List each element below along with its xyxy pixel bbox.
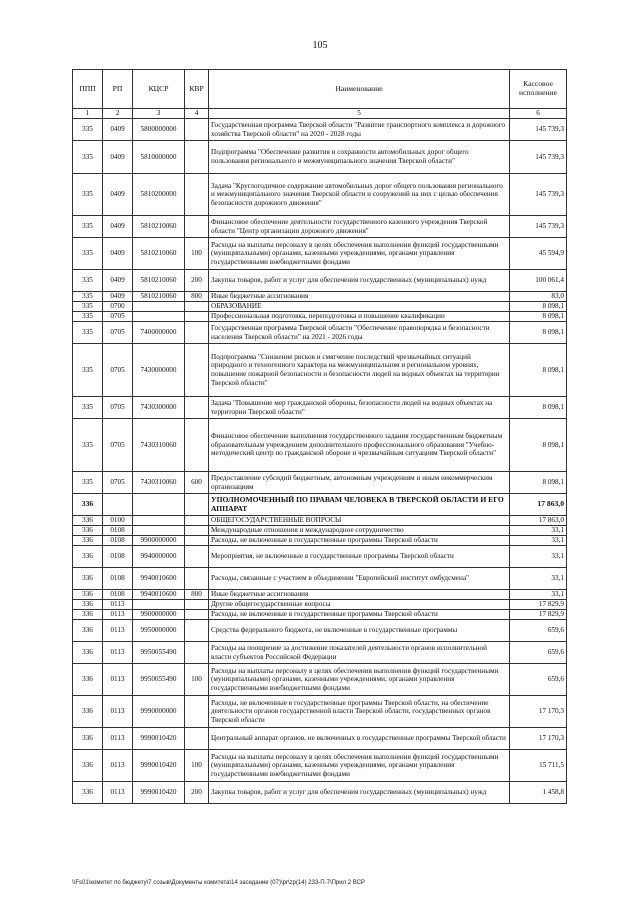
cell-rp: 0113 <box>103 610 133 620</box>
cell-name: Государственная программа Тверской области "Обеспечение правопорядка и безопасности населения Тверской области" на 2021 - 2026 годы <box>209 322 510 344</box>
cell-amount: 15 711,5 <box>510 750 567 782</box>
cell-rp: 0409 <box>103 174 133 216</box>
cell-kvr: 100 <box>185 238 209 270</box>
cell-amount: 8 098,1 <box>510 419 567 472</box>
cell-amount: 145 739,3 <box>510 141 567 174</box>
cell-kvr <box>185 344 209 397</box>
cell-kvr <box>185 728 209 750</box>
table-row <box>73 536 567 546</box>
cell-rp: 0409 <box>103 119 133 141</box>
cell-kcsr: 9900000000 <box>133 536 185 546</box>
cell-ppp: 336 <box>73 728 103 750</box>
cell-name: Государственная программа Тверской области "Развитие транспортного комплекса и дорожного хозяйства Тверской области" на 2020 - 2028 годы <box>209 119 510 141</box>
cell-name: Расходы на выплаты персоналу в целях обеспечения выполнения функций государственными (муниципальными) органами, казенными учреждениями, органами управления государственными внебюджетными фондами <box>209 750 510 782</box>
cell-rp: 0108 <box>103 568 133 590</box>
cell-ppp: 336 <box>73 610 103 620</box>
cell-rp: 0705 <box>103 312 133 322</box>
cell-kcsr <box>133 494 185 516</box>
cell-rp: 0113 <box>103 664 133 696</box>
cell-amount: 659,6 <box>510 620 567 642</box>
column-header-rp: РП <box>103 70 133 109</box>
cell-kcsr: 7430300000 <box>133 397 185 419</box>
cell-amount: 1 458,8 <box>510 782 567 804</box>
cell-ppp: 335 <box>73 292 103 302</box>
cell-kvr <box>185 696 209 728</box>
cell-ppp: 336 <box>73 526 103 536</box>
cell-kcsr <box>133 526 185 536</box>
cell-kcsr: 5810210060 <box>133 292 185 302</box>
cell-kvr <box>185 174 209 216</box>
cell-kvr <box>185 516 209 526</box>
cell-name: Задача "Круглогодичное содержание автомобильных дорог общего пользования регионального и межмуниципального значения Тверской области и сооружений на них с целью обеспечения безопасности дорожного движения" <box>209 174 510 216</box>
table-row <box>73 302 567 312</box>
cell-kcsr <box>133 312 185 322</box>
table-row <box>73 119 567 141</box>
column-header-amount: Кассовое исполнение <box>510 70 567 109</box>
cell-rp: 0113 <box>103 620 133 642</box>
cell-amount: 145 739,3 <box>510 216 567 238</box>
cell-kvr <box>185 610 209 620</box>
cell-name: ОБЩЕГОСУДАРСТВЕННЫЕ ВОПРОСЫ <box>209 516 510 526</box>
column-header-name: Наименование <box>209 70 510 109</box>
cell-kcsr: 5810200000 <box>133 174 185 216</box>
page-number: 105 <box>312 40 328 51</box>
cell-rp: 0705 <box>103 419 133 472</box>
cell-kcsr: 9990010420 <box>133 728 185 750</box>
cell-kvr <box>185 620 209 642</box>
cell-ppp: 335 <box>73 397 103 419</box>
cell-kcsr: 9940000000 <box>133 546 185 568</box>
cell-amount: 659,6 <box>510 664 567 696</box>
cell-amount: 8 098,1 <box>510 344 567 397</box>
table-row <box>73 270 567 292</box>
cell-ppp: 335 <box>73 238 103 270</box>
cell-amount: 33,1 <box>510 536 567 546</box>
table-row <box>73 174 567 216</box>
cell-kvr <box>185 642 209 664</box>
cell-kcsr: 7400000000 <box>133 322 185 344</box>
column-header-kcsr: КЦСР <box>133 70 185 109</box>
cell-name: Предоставление субсидий бюджетным, автономным учреждениям и иным некоммерческим организациям <box>209 472 510 494</box>
cell-amount: 8 098,1 <box>510 312 567 322</box>
cell-kcsr: 9990010420 <box>133 750 185 782</box>
cell-kcsr: 5810210060 <box>133 238 185 270</box>
cell-amount: 33,1 <box>510 590 567 600</box>
table-row <box>73 494 567 516</box>
cell-kcsr: 9990000000 <box>133 696 185 728</box>
table-row <box>73 419 567 472</box>
cell-rp: 0113 <box>103 728 133 750</box>
cell-name: Подпрограмма "Обеспечение развития и сохранности автомобильных дорог общего пользования регионального и межмуниципального значения Тверской области" <box>209 141 510 174</box>
cell-kcsr <box>133 600 185 610</box>
cell-rp <box>103 494 133 516</box>
cell-ppp: 335 <box>73 419 103 472</box>
cell-kvr <box>185 119 209 141</box>
cell-kcsr: 5810210060 <box>133 216 185 238</box>
cell-name: ОБРАЗОВАНИЕ <box>209 302 510 312</box>
table-row <box>73 642 567 664</box>
cell-ppp: 335 <box>73 141 103 174</box>
cell-kcsr: 7430000000 <box>133 344 185 397</box>
cell-kvr: 800 <box>185 590 209 600</box>
table-row <box>73 141 567 174</box>
cell-ppp: 336 <box>73 620 103 642</box>
table-row <box>73 610 567 620</box>
table-row <box>73 312 567 322</box>
cell-kvr <box>185 546 209 568</box>
table-row <box>73 344 567 397</box>
cell-ppp: 335 <box>73 344 103 397</box>
cell-kcsr: 9950055490 <box>133 664 185 696</box>
column-header-ppp: ППП <box>73 70 103 109</box>
cell-name: Иные бюджетные ассигнования <box>209 590 510 600</box>
cell-ppp: 335 <box>73 302 103 312</box>
cell-rp: 0705 <box>103 472 133 494</box>
cell-amount: 17 829,9 <box>510 610 567 620</box>
cell-kcsr <box>133 302 185 312</box>
cell-amount: 17 863,0 <box>510 494 567 516</box>
cell-name: Профессиональная подготовка, переподготовка и повышение квалификации <box>209 312 510 322</box>
cell-amount: 17 170,3 <box>510 696 567 728</box>
cell-kvr: 200 <box>185 782 209 804</box>
cell-amount: 8 098,1 <box>510 302 567 312</box>
cell-kvr: 200 <box>185 270 209 292</box>
table-row <box>73 292 567 302</box>
cell-name: Центральный аппарат органов, не включенных в государственные программы Тверской области <box>209 728 510 750</box>
cell-amount: 8 098,1 <box>510 322 567 344</box>
cell-amount: 33,1 <box>510 526 567 536</box>
cell-kvr <box>185 322 209 344</box>
cell-rp: 0700 <box>103 302 133 312</box>
table-header-row <box>73 70 567 109</box>
cell-name: Задача "Повышение мер гражданской обороны, безопасности людей на водных объектах на территории Тверской области" <box>209 397 510 419</box>
cell-ppp: 335 <box>73 270 103 292</box>
cell-rp: 0409 <box>103 270 133 292</box>
cell-ppp: 336 <box>73 696 103 728</box>
cell-kvr <box>185 536 209 546</box>
table-body <box>73 119 567 804</box>
cell-kvr <box>185 419 209 472</box>
cell-ppp: 335 <box>73 216 103 238</box>
cell-name: Финансовое обеспечение деятельности государственного казенного учреждения Тверской области "Центр организации дорожного движения" <box>209 216 510 238</box>
cell-ppp: 335 <box>73 472 103 494</box>
cell-amount: 659,6 <box>510 642 567 664</box>
cell-amount: 100 061,4 <box>510 270 567 292</box>
cell-rp: 0113 <box>103 750 133 782</box>
cell-rp: 0705 <box>103 322 133 344</box>
cell-ppp: 336 <box>73 664 103 696</box>
cell-kvr: 100 <box>185 664 209 696</box>
cell-ppp: 336 <box>73 600 103 610</box>
cell-ppp: 336 <box>73 568 103 590</box>
cell-name: Мероприятия, не включенные в государственные программы Тверской области <box>209 546 510 568</box>
cell-rp: 0108 <box>103 546 133 568</box>
cell-kvr: 600 <box>185 472 209 494</box>
cell-ppp: 336 <box>73 494 103 516</box>
cell-rp: 0409 <box>103 238 133 270</box>
cell-name: Иные бюджетные ассигнования <box>209 292 510 302</box>
cell-kcsr: 9940010600 <box>133 590 185 600</box>
cell-ppp: 335 <box>73 312 103 322</box>
table-row <box>73 620 567 642</box>
cell-rp: 0113 <box>103 782 133 804</box>
cell-rp: 0113 <box>103 696 133 728</box>
table-row <box>73 728 567 750</box>
cell-kvr <box>185 141 209 174</box>
cell-kvr <box>185 216 209 238</box>
cell-name: Другие общегосударственные вопросы <box>209 600 510 610</box>
budget-table <box>72 69 567 804</box>
cell-rp: 0409 <box>103 216 133 238</box>
cell-kvr <box>185 312 209 322</box>
cell-name: Расходы, не включенные в государственные программы Тверской области <box>209 536 510 546</box>
cell-kcsr: 9940010600 <box>133 568 185 590</box>
cell-amount: 145 739,3 <box>510 174 567 216</box>
cell-amount: 8 098,1 <box>510 397 567 419</box>
cell-ppp: 336 <box>73 642 103 664</box>
cell-ppp: 336 <box>73 590 103 600</box>
cell-ppp: 336 <box>73 516 103 526</box>
table-row <box>73 472 567 494</box>
cell-amount: 17 829,9 <box>510 600 567 610</box>
cell-name: Средства федерального бюджета, не включенные в государственные программы <box>209 620 510 642</box>
column-index: 5 <box>209 109 510 119</box>
table-row <box>73 238 567 270</box>
cell-name: Финансовое обеспечение выполнения государственного задания государственным бюджетным образовательным учреждением дополнительного профессионального образования "Учебно-методический центр по гражданской обороне и чрезвычайным ситуациям Тверской области" <box>209 419 510 472</box>
column-header-kvr: КВР <box>185 70 209 109</box>
column-index: 2 <box>103 109 133 119</box>
column-index: 1 <box>73 109 103 119</box>
cell-name: Подпрограмма "Снижение рисков и смягчение последствий чрезвычайных ситуаций природного и техногенного характера на межмуниципальном и региональном уровнях, повышение пожарной безопасности и безопасности людей на водных объектах на территории Тверской области" <box>209 344 510 397</box>
table-row <box>73 322 567 344</box>
cell-name: Расходы, не включенные в государственные программы Тверской области, на обеспечение деятельности органов государственной власти Тверской области, государственных органов Тверской области <box>209 696 510 728</box>
cell-name: Расходы, не включенные в государственные программы Тверской области <box>209 610 510 620</box>
cell-kcsr <box>133 516 185 526</box>
cell-amount: 33,1 <box>510 568 567 590</box>
cell-ppp: 336 <box>73 782 103 804</box>
cell-ppp: 335 <box>73 322 103 344</box>
table-row <box>73 696 567 728</box>
cell-amount: 8 098,1 <box>510 472 567 494</box>
cell-amount: 45 594,9 <box>510 238 567 270</box>
cell-name: УПОЛНОМОЧЕННЫЙ ПО ПРАВАМ ЧЕЛОВЕКА В ТВЕРСКОЙ ОБЛАСТИ И ЕГО АППАРАТ <box>209 494 510 516</box>
cell-name: Расходы на выплаты персоналу в целях обеспечения выполнения функций государственными (муниципальными) органами, казенными учреждениями, органами управления государственными внебюджетными фондами <box>209 664 510 696</box>
table-row <box>73 216 567 238</box>
footer-file-path: \\Fs01\комитет по бюджету\7 созыв\Документы комитета\14 заседание (07)\pr\zp(14) 233-П-7\Прил 2 ВСР <box>72 880 365 886</box>
cell-kcsr: 5810000000 <box>133 141 185 174</box>
table-row <box>73 526 567 536</box>
cell-ppp: 336 <box>73 546 103 568</box>
cell-ppp: 336 <box>73 750 103 782</box>
table-row <box>73 568 567 590</box>
cell-kvr <box>185 494 209 516</box>
cell-rp: 0409 <box>103 292 133 302</box>
cell-kvr: 100 <box>185 750 209 782</box>
cell-kcsr: 9950055490 <box>133 642 185 664</box>
cell-kvr <box>185 600 209 610</box>
cell-amount: 145 739,3 <box>510 119 567 141</box>
cell-ppp: 335 <box>73 119 103 141</box>
table-row <box>73 516 567 526</box>
table-row <box>73 546 567 568</box>
cell-rp: 0705 <box>103 344 133 397</box>
cell-kcsr: 9950000000 <box>133 620 185 642</box>
cell-kcsr: 7430310060 <box>133 472 185 494</box>
cell-name: Международные отношения и международное сотрудничество <box>209 526 510 536</box>
cell-amount: 33,1 <box>510 546 567 568</box>
cell-amount: 17 863,0 <box>510 516 567 526</box>
cell-kcsr: 9990010420 <box>133 782 185 804</box>
cell-kcsr: 5810210060 <box>133 270 185 292</box>
cell-amount: 17 170,3 <box>510 728 567 750</box>
cell-amount: 83,0 <box>510 292 567 302</box>
table-row <box>73 600 567 610</box>
column-index-row <box>73 109 567 119</box>
cell-rp: 0108 <box>103 536 133 546</box>
column-index: 4 <box>185 109 209 119</box>
cell-rp: 0113 <box>103 600 133 610</box>
cell-kvr <box>185 526 209 536</box>
cell-rp: 0100 <box>103 516 133 526</box>
cell-ppp: 336 <box>73 536 103 546</box>
cell-kvr <box>185 568 209 590</box>
table-row <box>73 590 567 600</box>
cell-rp: 0108 <box>103 590 133 600</box>
cell-kvr <box>185 302 209 312</box>
table-row <box>73 397 567 419</box>
cell-name: Расходы на поощрение за достижение показателей деятельности органов исполнительной власти субъектов Российской Федерации <box>209 642 510 664</box>
cell-kcsr: 9900000000 <box>133 610 185 620</box>
cell-rp: 0705 <box>103 397 133 419</box>
cell-rp: 0113 <box>103 642 133 664</box>
cell-name: Расходы на выплаты персоналу в целях обеспечения выполнения функций государственными (муниципальными) органами, казенными учреждениями, органами управления государственными внебюджетными фондами <box>209 238 510 270</box>
column-index: 6 <box>510 109 567 119</box>
cell-name: Расходы, связанные с участием в объединении "Европейский институт омбудсмена" <box>209 568 510 590</box>
cell-kcsr: 5800000000 <box>133 119 185 141</box>
cell-kvr: 800 <box>185 292 209 302</box>
cell-name: Закупка товаров, работ и услуг для обеспечения государственных (муниципальных) нужд <box>209 782 510 804</box>
cell-kvr <box>185 397 209 419</box>
column-index: 3 <box>133 109 185 119</box>
table-row <box>73 782 567 804</box>
cell-kcsr: 7430310060 <box>133 419 185 472</box>
table-row <box>73 664 567 696</box>
table-row <box>73 750 567 782</box>
cell-rp: 0108 <box>103 526 133 536</box>
cell-rp: 0409 <box>103 141 133 174</box>
cell-ppp: 335 <box>73 174 103 216</box>
cell-name: Закупка товаров, работ и услуг для обеспечения государственных (муниципальных) нужд <box>209 270 510 292</box>
